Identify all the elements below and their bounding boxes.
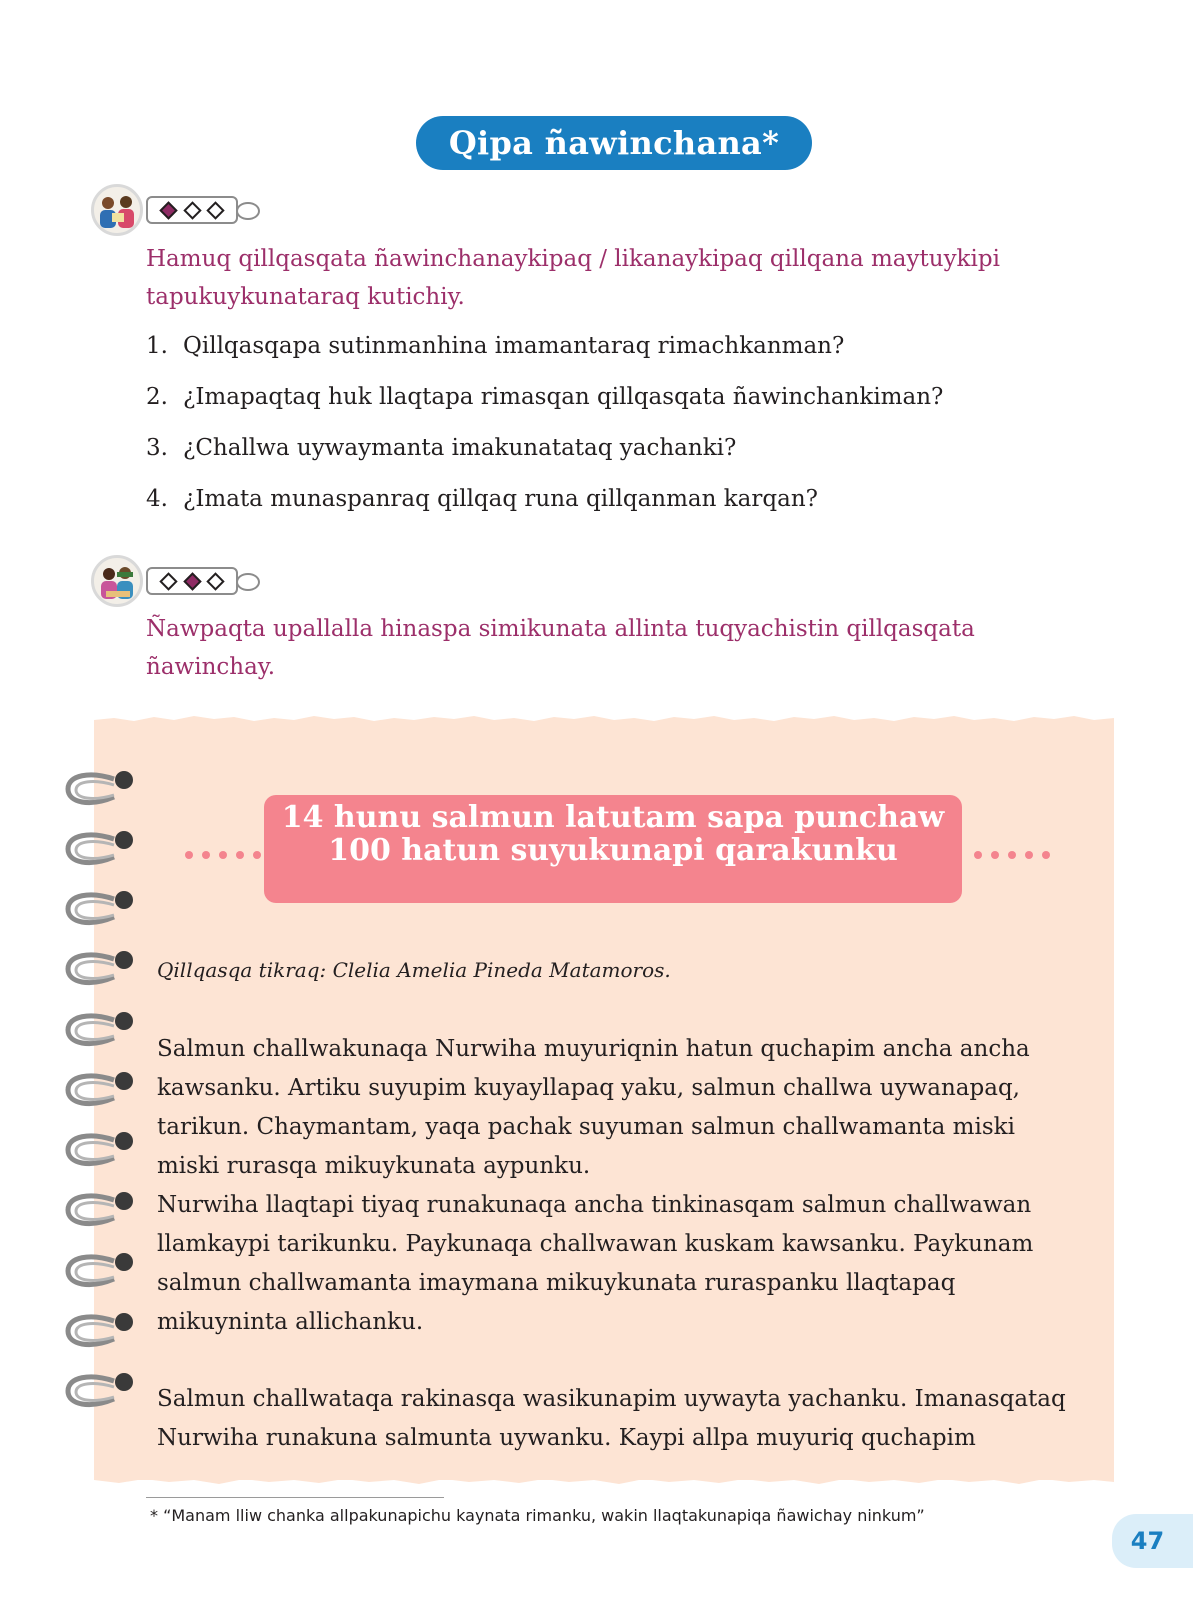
spiral-ring-icon xyxy=(60,1128,140,1174)
difficulty-level-tag xyxy=(146,567,238,595)
tag-string-icon xyxy=(236,202,260,220)
spiral-ring-icon xyxy=(60,1008,140,1054)
question-list xyxy=(146,333,943,537)
activity-2-instruction: Ñawpaqta upallalla hinaspa simikunata allinta tuqyachistin qillqasqata ñawinchay. xyxy=(146,616,975,680)
story-paragraph: Salmun challwakunaqa Nurwiha muyuriqnin hatun quchapim ancha ancha kawsanku. Artiku suyupim kuyayllapaq yaku, salmun challwa uywanapaq, tarikun. Chaymantam, yaqa pachak suyuman salmun challwamanta miski miski rurasqa mikuykunata aypunku. xyxy=(157,1036,1030,1179)
list-item: 4. ¿Imata munaspanraq qillqaq runa qillqanman karqan? xyxy=(146,486,818,512)
spiral-ring-icon xyxy=(60,1309,140,1355)
difficulty-level-tag xyxy=(146,196,238,224)
footnote: * “Manam lliw chanka allpakunapichu kaynata rimanku, wakin llaqtakunapiqa ñawichay ninkum” xyxy=(150,1506,925,1525)
diamond-empty-icon xyxy=(206,572,224,590)
spiral-ring-icon xyxy=(60,1068,140,1114)
decorative-dots xyxy=(974,851,1050,859)
spiral-ring-icon xyxy=(60,827,140,873)
decorative-dots xyxy=(185,851,261,859)
story-author: Qillqasqa tikraq: Clelia Amelia Pineda Matamoros. xyxy=(157,958,671,982)
diamond-filled-icon xyxy=(183,572,201,590)
list-item: 1. Qillqasqapa sutinmanhina imamantaraq rimachkanman? xyxy=(146,333,845,359)
spiral-ring-icon xyxy=(60,767,140,813)
story-title: 14 hunu salmun latutam sapa punchaw 100 hatun suyukunapi qarakunku xyxy=(264,795,962,903)
list-item: 3. ¿Challwa uywaymanta imakunatataq yachanki? xyxy=(146,435,737,461)
activity-1-instruction: Hamuq qillqasqata ñawinchanaykipaq / likanaykipaq qillqana maytuykipi tapukuykunataraq kutichiy. xyxy=(146,246,1000,310)
section-title: Qipa ñawinchana* xyxy=(416,116,812,170)
spiral-ring-icon xyxy=(60,1188,140,1234)
diamond-filled-icon xyxy=(160,201,178,219)
diamond-empty-icon xyxy=(160,572,178,590)
diamond-empty-icon xyxy=(183,201,201,219)
spiral-ring-icon xyxy=(60,1369,140,1415)
reader-pair-avatar-icon xyxy=(91,184,143,236)
story-paragraph: Salmun challwataqa rakinasqa wasikunapim uywayta yachanku. Imanasqataq Nurwiha runakuna salmunta uywanku. Kaypi allpa muyuriq quchapim xyxy=(157,1386,1066,1451)
tag-string-icon xyxy=(236,573,260,591)
page-number: 47 xyxy=(1112,1514,1193,1568)
list-item: 2. ¿Imapaqtaq huk llaqtapa rimasqan qillqasqata ñawinchankiman? xyxy=(146,384,944,410)
diamond-empty-icon xyxy=(206,201,224,219)
spiral-ring-icon xyxy=(60,1249,140,1295)
readers-avatar-icon xyxy=(91,555,143,607)
story-paragraph: Nurwiha llaqtapi tiyaq runakunaqa ancha tinkinasqam salmun challwawan llamkaypi tarikunku. Paykunaqa challwawan kuskam kawsanku. Paykunam salmun challwamanta imaymana mikuykunata ruraspanku llaqtapaq mikuyninta allichanku. xyxy=(157,1192,1034,1335)
footnote-divider xyxy=(146,1497,444,1498)
spiral-ring-icon xyxy=(60,887,140,933)
spiral-ring-icon xyxy=(60,947,140,993)
torn-paper-edge xyxy=(94,1474,1114,1488)
